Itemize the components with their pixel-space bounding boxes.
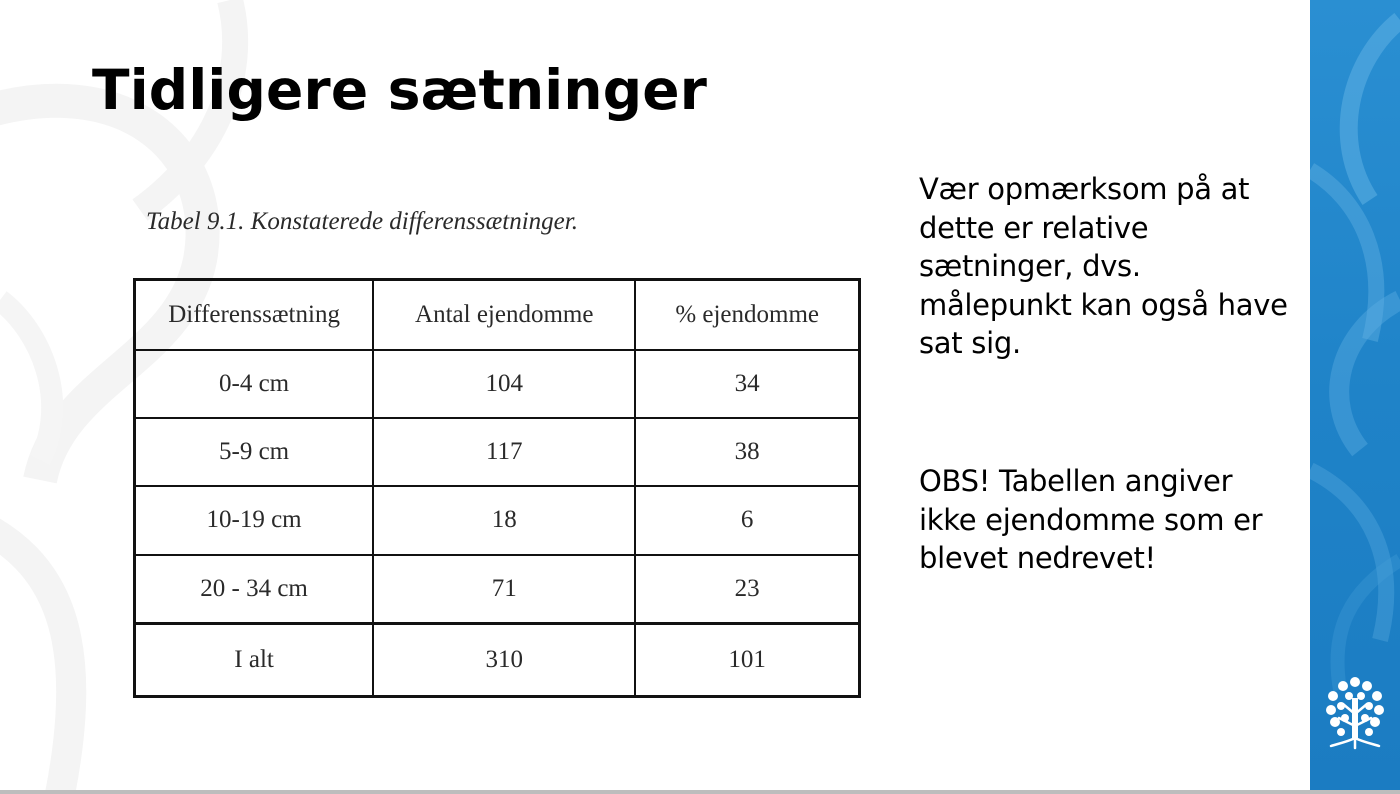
table-row [135, 350, 860, 418]
note-relative-settlements [919, 170, 1299, 363]
cell-percent: 6 [635, 486, 859, 554]
settlement-table [133, 278, 861, 698]
cell-total-label: I alt [135, 623, 374, 696]
table-row [135, 486, 860, 554]
cell-count: 71 [373, 555, 635, 624]
header-differenssaetning: Differenssætning [135, 280, 374, 351]
cell-range: 5-9 cm [135, 418, 374, 486]
table-total-row [135, 623, 860, 696]
cell-total-count: 310 [373, 623, 635, 696]
cell-count: 104 [373, 350, 635, 418]
note-line: blevet nedrevet! [919, 541, 1156, 575]
table-caption: Tabel 9.1. Konstaterede differenssætninger. [146, 208, 578, 235]
side-swirl-decoration [1310, 0, 1400, 790]
note-line: Vær opmærksom på at [919, 172, 1250, 206]
note-line: sætninger, dvs. [919, 249, 1141, 283]
note-line: målepunkt kan også have [919, 287, 1288, 322]
cell-count: 18 [373, 486, 635, 554]
bottom-divider [0, 790, 1400, 794]
note-line: sat sig. [919, 326, 1021, 360]
table-row [135, 418, 860, 486]
cell-percent: 34 [635, 350, 859, 418]
municipality-tree-crest-icon [1323, 674, 1387, 750]
note-obs-demolished [919, 462, 1299, 578]
table-header-row [135, 280, 860, 351]
slide-title: Tidligere sætninger [92, 58, 708, 122]
cell-percent: 23 [635, 555, 859, 624]
cell-total-percent: 101 [635, 623, 859, 696]
note-line: ikke ejendomme som er [919, 502, 1263, 537]
table-row [135, 555, 860, 624]
header-antal-ejendomme: Antal ejendomme [373, 280, 635, 351]
header-procent-ejendomme: % ejendomme [635, 280, 859, 351]
cell-range: 20 - 34 cm [135, 555, 374, 624]
cell-percent: 38 [635, 418, 859, 486]
note-line: dette er relative [919, 210, 1149, 245]
cell-range: 0-4 cm [135, 350, 374, 418]
cell-range: 10-19 cm [135, 486, 374, 554]
side-accent-bar [1310, 0, 1400, 790]
cell-count: 117 [373, 418, 635, 486]
note-line: OBS! Tabellen angiver [919, 464, 1233, 498]
